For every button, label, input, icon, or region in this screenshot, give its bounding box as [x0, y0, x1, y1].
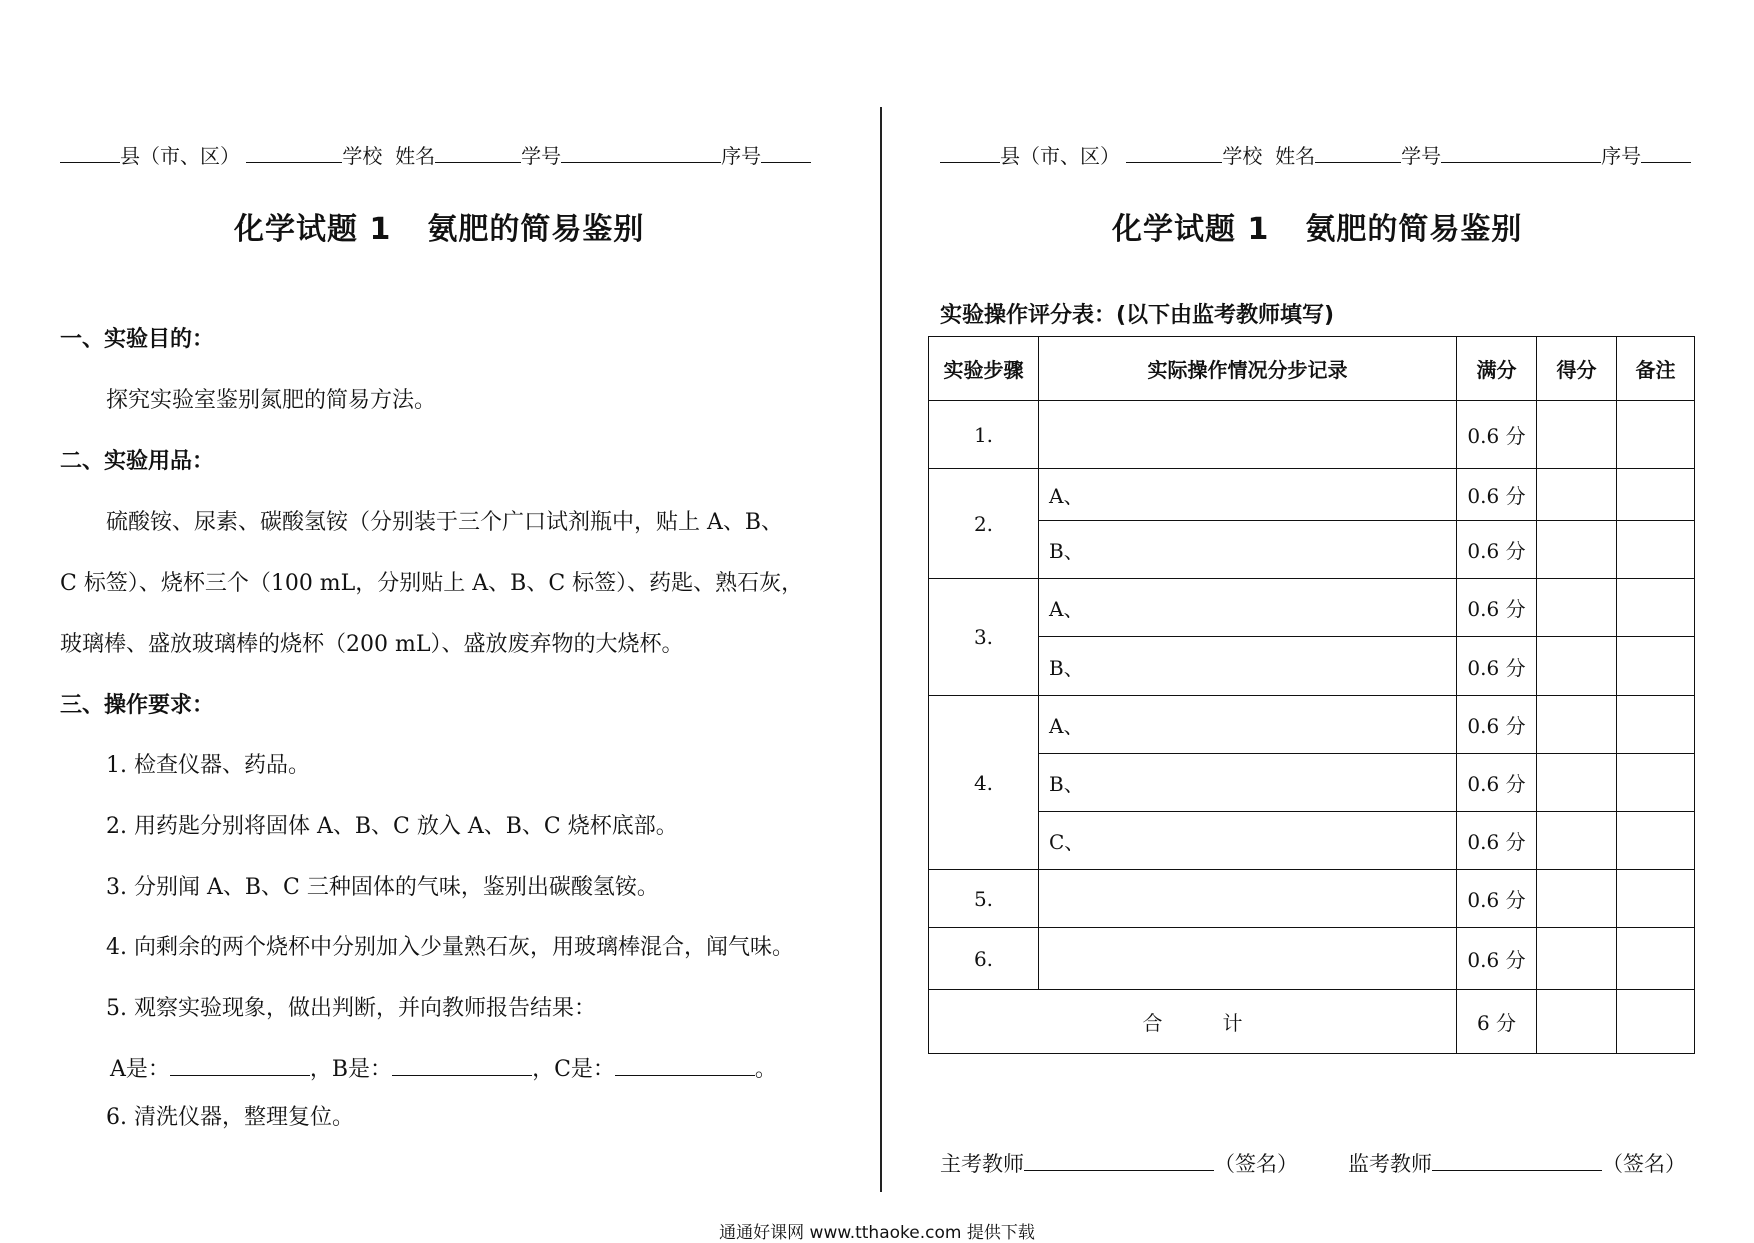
score-table: [928, 336, 1695, 1054]
county-label-right: 县（市、区）: [1000, 144, 1120, 168]
table-row: [929, 928, 1695, 990]
full-score-cell: 0.6 分: [1457, 870, 1537, 928]
proctor-sign-blank[interactable]: [1432, 1152, 1602, 1171]
table-row: [929, 870, 1695, 928]
record-cell[interactable]: [1039, 870, 1457, 928]
title-part2-right: 氨肥的简易鉴别: [1305, 212, 1523, 247]
materials-line-1: 硫酸铵、尿素、碳酸氢铵（分别装于三个广口试剂瓶中，贴上 A、B、: [106, 510, 784, 535]
full-score-cell: 0.6 分: [1457, 401, 1537, 469]
answer-c-blank[interactable]: [615, 1055, 755, 1076]
title-part1: 化学试题 1: [234, 212, 392, 247]
section-materials-heading: 二、实验用品：: [60, 449, 215, 474]
name-label: 姓名: [395, 144, 436, 168]
name-blank-right[interactable]: [1315, 144, 1401, 163]
title-part2: 氨肥的简易鉴别: [427, 212, 645, 247]
table-row: [929, 579, 1695, 637]
step-cell: 6.: [929, 928, 1039, 990]
remark-cell[interactable]: [1617, 754, 1695, 812]
full-score-cell: 0.6 分: [1457, 579, 1537, 637]
remark-cell[interactable]: [1617, 521, 1695, 579]
school-blank-right[interactable]: [1126, 144, 1222, 163]
full-score-cell: 0.6 分: [1457, 696, 1537, 754]
record-cell[interactable]: A、: [1039, 696, 1457, 754]
page-title-right: [1112, 204, 1522, 248]
county-blank-right[interactable]: [940, 144, 1000, 163]
total-remark-cell[interactable]: [1617, 990, 1695, 1054]
student-no-blank[interactable]: [561, 144, 721, 163]
remark-cell[interactable]: [1617, 928, 1695, 990]
step-cell: 3.: [929, 579, 1039, 696]
chief-label: 主考教师: [940, 1152, 1024, 1176]
proctor-sign-label: （签名）: [1602, 1152, 1686, 1176]
score-cell[interactable]: [1537, 754, 1617, 812]
record-cell[interactable]: [1039, 401, 1457, 469]
purpose-text: 探究实验室鉴别氮肥的简易方法。: [106, 388, 437, 413]
answer-a-label: A是：: [110, 1057, 170, 1082]
header-full-score: 满分: [1457, 337, 1537, 401]
remark-cell[interactable]: [1617, 579, 1695, 637]
total-score: 6 分: [1457, 990, 1537, 1054]
step-5: 5. 观察实验现象，做出判断，并向教师报告结果：: [106, 996, 596, 1021]
table-header-row: [929, 337, 1695, 401]
school-blank[interactable]: [246, 144, 342, 163]
record-cell[interactable]: C、: [1039, 812, 1457, 870]
score-cell[interactable]: [1537, 928, 1617, 990]
table-row: [929, 812, 1695, 870]
section-purpose-heading: 一、实验目的：: [60, 327, 215, 352]
score-cell[interactable]: [1537, 579, 1617, 637]
title-part1-right: 化学试题 1: [1112, 212, 1270, 247]
student-no-blank-right[interactable]: [1441, 144, 1601, 163]
chief-sign-blank[interactable]: [1024, 1152, 1214, 1171]
full-score-cell: 0.6 分: [1457, 928, 1537, 990]
answer-b-label: ，B是：: [309, 1057, 393, 1082]
remark-cell[interactable]: [1617, 696, 1695, 754]
full-score-cell: 0.6 分: [1457, 521, 1537, 579]
header-info-line: [60, 140, 811, 169]
table-row: [929, 637, 1695, 696]
table-row: [929, 401, 1695, 469]
step-4: 4. 向剩余的两个烧杯中分别加入少量熟石灰，用玻璃棒混合，闻气味。: [106, 935, 794, 960]
table-row: [929, 754, 1695, 812]
table-row: [929, 521, 1695, 579]
section-operations-heading: 三、操作要求：: [60, 693, 215, 718]
step-cell: 2.: [929, 469, 1039, 579]
remark-cell[interactable]: [1617, 637, 1695, 696]
record-cell[interactable]: B、: [1039, 637, 1457, 696]
score-cell[interactable]: [1537, 521, 1617, 579]
full-score-cell: 0.6 分: [1457, 754, 1537, 812]
record-cell[interactable]: A、: [1039, 469, 1457, 521]
record-cell[interactable]: B、: [1039, 754, 1457, 812]
header-step: 实验步骤: [929, 337, 1039, 401]
seq-label: 序号: [721, 144, 762, 168]
record-cell[interactable]: [1039, 928, 1457, 990]
record-cell[interactable]: B、: [1039, 521, 1457, 579]
full-score-cell: 0.6 分: [1457, 812, 1537, 870]
remark-cell[interactable]: [1617, 870, 1695, 928]
county-blank[interactable]: [60, 144, 120, 163]
record-cell[interactable]: A、: [1039, 579, 1457, 637]
header-score: 得分: [1537, 337, 1617, 401]
step-cell: 5.: [929, 870, 1039, 928]
remark-cell[interactable]: [1617, 812, 1695, 870]
answer-b-blank[interactable]: [392, 1055, 532, 1076]
score-cell[interactable]: [1537, 696, 1617, 754]
remark-cell[interactable]: [1617, 469, 1695, 521]
name-blank[interactable]: [435, 144, 521, 163]
chief-sign-line: [940, 1148, 1298, 1178]
score-cell[interactable]: [1537, 401, 1617, 469]
proctor-label: 监考教师: [1348, 1152, 1432, 1176]
step-6: 6. 清洗仪器，整理复位。: [106, 1105, 354, 1130]
chief-sign-label: （签名）: [1214, 1152, 1298, 1176]
footer-source: 通通好课网 www.tthaoke.com 提供下载: [719, 1223, 1035, 1243]
step-3: 3. 分别闻 A、B、C 三种固体的气味，鉴别出碳酸氢铵。: [106, 875, 659, 900]
header-info-line-right: [940, 140, 1691, 169]
school-label: 学校: [342, 144, 383, 168]
header-remark: 备注: [1617, 337, 1695, 401]
seq-blank[interactable]: [761, 144, 811, 163]
student-no-label: 学号: [521, 144, 562, 168]
student-no-label-right: 学号: [1401, 144, 1442, 168]
total-row: [929, 990, 1695, 1054]
step-1: 1. 检查仪器、药品。: [106, 753, 310, 778]
table-row: [929, 696, 1695, 754]
materials-line-2: C 标签）、烧杯三个（100 mL，分别贴上 A、B、C 标签）、药匙、熟石灰，: [60, 571, 804, 596]
seq-blank-right[interactable]: [1641, 144, 1691, 163]
left-page: [0, 0, 877, 1240]
full-score-cell: 0.6 分: [1457, 469, 1537, 521]
step-cell: 1.: [929, 401, 1039, 469]
proctor-sign-line: [1348, 1148, 1686, 1178]
county-label: 县（市、区）: [120, 144, 240, 168]
total-label: 合 计: [929, 990, 1457, 1054]
score-table-caption: 实验操作评分表：(以下由监考教师填写): [940, 303, 1335, 328]
score-cell[interactable]: [1537, 469, 1617, 521]
materials-line-3: 玻璃棒、盛放玻璃棒的烧杯（200 mL）、盛放废弃物的大烧杯。: [60, 632, 684, 657]
full-score-cell: 0.6 分: [1457, 637, 1537, 696]
step-2: 2. 用药匙分别将固体 A、B、C 放入 A、B、C 烧杯底部。: [106, 814, 678, 839]
score-cell[interactable]: [1537, 812, 1617, 870]
answer-line: [110, 1052, 777, 1083]
score-cell[interactable]: [1537, 870, 1617, 928]
answer-end: 。: [754, 1057, 777, 1082]
answer-a-blank[interactable]: [170, 1055, 310, 1076]
total-score-cell[interactable]: [1537, 990, 1617, 1054]
answer-c-label: ，C是：: [532, 1057, 615, 1082]
seq-label-right: 序号: [1601, 144, 1642, 168]
remark-cell[interactable]: [1617, 401, 1695, 469]
step-cell: 4.: [929, 696, 1039, 870]
school-label-right: 学校: [1222, 144, 1263, 168]
page-title: [234, 204, 644, 248]
table-row: [929, 469, 1695, 521]
name-label-right: 姓名: [1275, 144, 1316, 168]
header-record: 实际操作情况分步记录: [1039, 337, 1457, 401]
score-cell[interactable]: [1537, 637, 1617, 696]
